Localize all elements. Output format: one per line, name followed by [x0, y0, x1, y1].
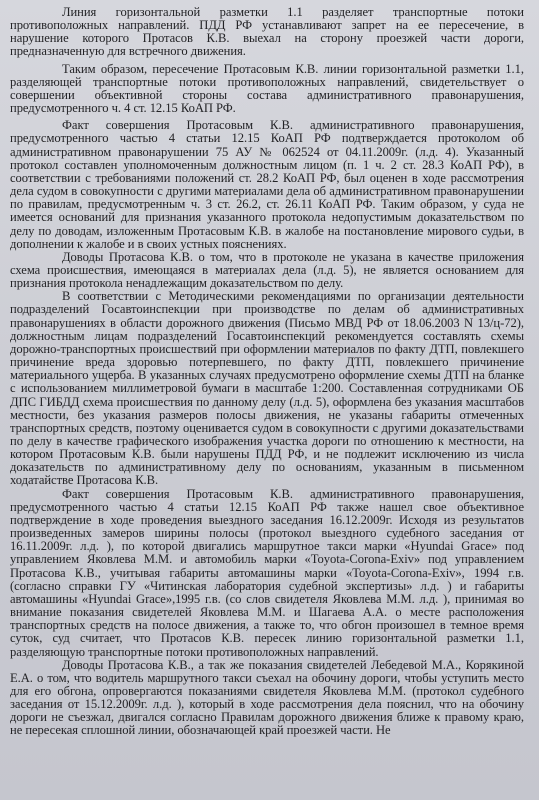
paragraph: Факт совершения Протасовым К.В. административного правонарушения, предусмотренного частью 4 статьи 12.15 КоАП РФ также нашел свое объективное подтверждение в ходе проведения выездного заседания 16.12.2009г. Исходя из результатов произведенных замеров ширины полосы (протокол выездного судебного заседания от 16.11.2009г. л.д. ), по которой двигались маршрутное такси марки «Hyundai Grace» под управлением Яковлева М.М. и автомобиль марки «Toyota-Corona-Exiv» под управлением Протасова К.В., учитывая габариты автомашины марки «Toyota-Corona-Exiv», 1994 г.в. (согласно справки ГУ «Читинская лаборатория судебной экспертизы» л.д. ) и габариты автомашины «Hyundai Grace»,1995 г.в. (со слов свидетеля Яковлева М.М. л.д. ), принимая во внимание показания свидетелей Яковлева М.М. и Шагаева А.А. о месте расположения транспортных средств на полосе движения, а также то, что обгон произошел в темное время суток, суд считает, что Протасов К.В. пересек линию горизонтальной разметки 1.1, разделяющую транспортные потоки противоположных направлений. [10, 486, 524, 659]
paragraph: Линия горизонтальной разметки 1.1 разделяет транспортные потоки противоположных направлений. ПДД РФ устанавливают запрет на ее пересечение, в нарушение которого Протасов К.В. выехал на сторону проезжей части дороги, предназначенную для встречного движения. [10, 5, 524, 59]
paragraph: В соответствии с Методическими рекомендациями по организации деятельности подразделений Госавтоинспекции при производстве по делам об административных правонарушениях в области дорожного движения (Письмо МВД РФ от 18.06.2003 N 13/ц-72), должностным лицам подразделений Госавтоинспекций рекомендуется составлять схемы дорожно-транспортных происшествий при оформлении материалов по факту ДТП, повлекшего причинение вреда здоровью потерпевшего, по факту ДТП, повлекшего причинение материального ущерба. В указанных случаях предусмотрено оформление схемы ДТП на бланке с использованием миллиметровой бумаги в масштабе 1:200. Составленная сотрудниками ОБ ДПС ГИБДД схема происшествия по данному делу (л.д. 5), оформлена без указания масштабов местности, без указания размеров полосы движения, не указаны габариты отмеченных транспортных средств, поэтому оценивается судом в совокупности с другими доказательствами по делу в качестве графического изображения участка дороги по отношению к местности, на котором Протасовым К.В. были нарушены ПДД РФ, и не подлежит исключению из числа доказательств по административному делу по основаниям, указанным в письменном ходатайстве Протасова К.В. [10, 289, 524, 488]
paragraph: Факт совершения Протасовым К.В. административного правонарушения, предусмотренного частью 4 статьи 12.15 КоАП РФ подтверждается протоколом об административном правонарушении 75 АУ № 062524 от 04.11.2009г. (л.д. 4). Указанный протокол составлен уполномоченным должностным лицом (п. 1 ч. 2 ст. 28.3 КоАП РФ), в соответствии с требованиями положений ст. 28.2 КоАП РФ, был оценен в ходе рассмотрения дела судом в совокупности с другими материалами дела об административном правонарушении по правилам, предусмотренным ч. 3 ст. 26.2, ст. 26.11 КоАП РФ. Таким образом, у суда не имеется оснований для признания указанного протокола недопустимым доказательством по делу по доводам, изложенным Протасовым К.В. в жалобе на постановление мирового судьи, в дополнении к жалобе и в своих устных пояснениях. [10, 118, 524, 251]
document-body [10, 6, 524, 738]
paragraph: Доводы Протасова К.В. о том, что в протоколе не указана в качестве приложения схема происшествия, имеющаяся в материалах дела (л.д. 5), не является основанием для признания протокола ненадлежащим доказательством по делу. [10, 249, 524, 291]
paragraph: Доводы Протасова К.В., а так же показания свидетелей Лебедевой М.А., Корякиной Е.А. о том, что водитель маршрутного такси съехал на обочину дороги, чтобы уступить место для его обгона, опровергаются показаниями свидетеля Яковлева М.М. (протокол судебного заседания от 15.12.2009г. л.д. ), который в ходе рассмотрения дела пояснил, что на обочину дороги не съезжал, двигался согласно Правилам дорожного движения ближе к правому краю, не пересекая сплошной линии, обозначающей край проезжей части. Не [10, 657, 524, 738]
paragraph: Таким образом, пересечение Протасовым К.В. линии горизонтальной разметки 1.1, разделяющей транспортные потоки противоположных направлений, свидетельствует о совершении объективной стороны состава административного правонарушения, предусмотренного ч. 4 ст. 12.15 КоАП РФ. [10, 61, 524, 116]
